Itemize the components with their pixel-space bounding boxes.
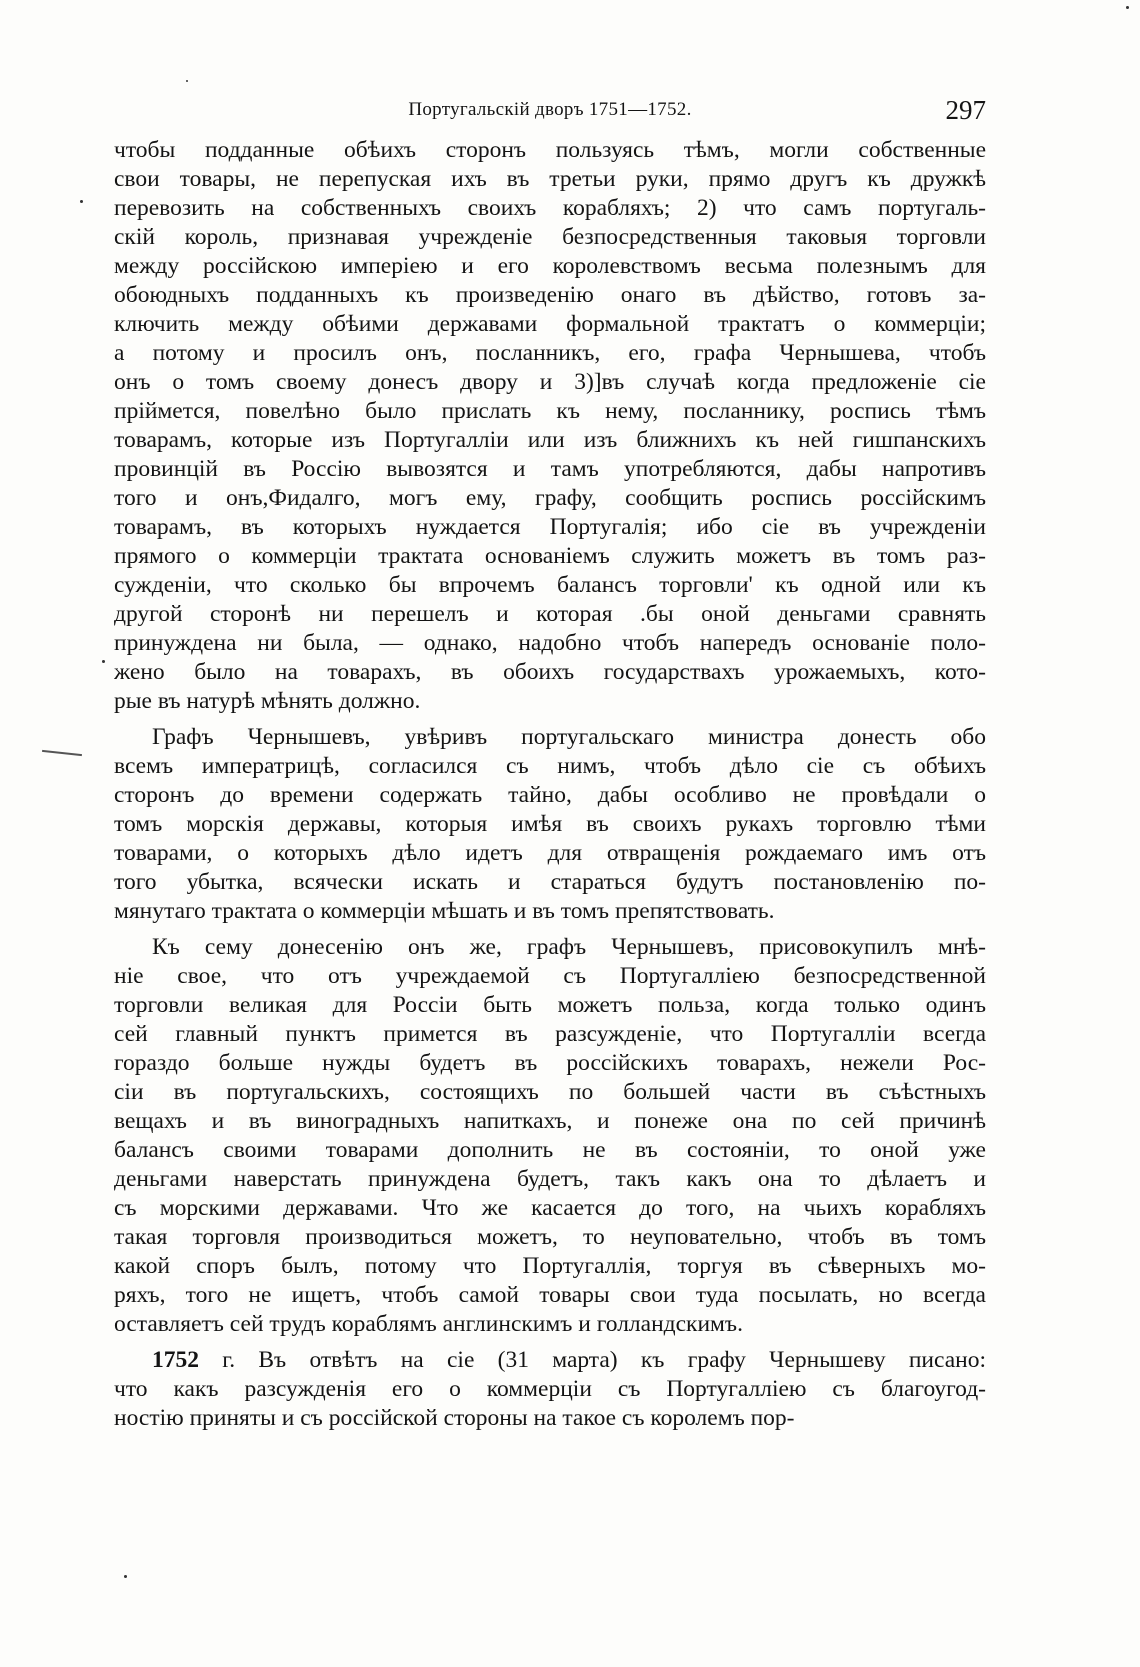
line-text: гораздо больше нужды будетъ въ россійскихъ товарахъ, нежели Рос- <box>114 1050 986 1076</box>
page-number: 297 <box>945 95 986 125</box>
line-text: скій король, признавая учрежденіе безпосредственныя таковыя торговли <box>114 224 986 250</box>
text-line <box>114 687 986 716</box>
text-line <box>114 194 986 223</box>
text-line <box>114 600 986 629</box>
speck <box>1126 6 1129 9</box>
text-line <box>114 426 986 455</box>
text-line <box>114 1020 986 1049</box>
text-line <box>114 513 986 542</box>
line-text: балансъ своими товарами дополнить не въ состояніи, то оной уже <box>114 1137 986 1163</box>
text-line <box>114 1165 986 1194</box>
paragraph <box>114 1346 986 1433</box>
text-line <box>114 1375 986 1404</box>
line-text: между россійскою имперіею и его королевствомъ весьма полезнымъ для <box>114 253 986 279</box>
line-text: мянутаго трактата о коммерціи мѣшать и въ томъ препятствовать. <box>114 898 775 924</box>
text-line <box>114 1404 986 1433</box>
text-line <box>114 991 986 1020</box>
text-line <box>114 962 986 991</box>
line-text: сторонъ до времени содержать тайно, дабы особливо не провѣдали о <box>114 782 986 808</box>
text-line <box>114 868 986 897</box>
paragraph <box>114 933 986 1339</box>
line-text: свои товары, не перепуская ихъ въ третьи руки, прямо другъ къ дружкѣ <box>114 166 986 192</box>
line-text: вещахъ и въ виноградныхъ напиткахъ, и понеже она по сей причинѣ <box>114 1108 986 1134</box>
text-line <box>114 252 986 281</box>
line-text: товарамъ, въ которыхъ нуждается Португалія; ибо сіе въ учрежденіи <box>114 514 986 540</box>
speck <box>124 1575 127 1578</box>
text-line <box>114 310 986 339</box>
line-text: того убытка, всячески искать и стараться будутъ постановленію по- <box>114 869 986 895</box>
line-text: сей главный пунктъ примется въ разсужденіе, что Португалліи всегда <box>114 1021 986 1047</box>
line-text: сужденіи, что сколько бы впрочемъ балансъ торговли' къ одной или къ <box>114 572 986 598</box>
line-text: ніе свое, что отъ учреждаемой съ Португалліею безпосредственной <box>114 963 986 989</box>
running-title: Португальскій дворъ 1751—1752. <box>408 99 692 120</box>
text-line <box>114 368 986 397</box>
line-text: ряхъ, того не ищетъ, чтобъ самой товары свои туда посылать, но всегда <box>114 1282 986 1308</box>
text-line <box>114 339 986 368</box>
line-text: рые въ натурѣ мѣнять должно. <box>114 688 421 714</box>
text-line <box>114 723 986 752</box>
text-line <box>114 1281 986 1310</box>
line-text: торговли великая для Россіи быть можетъ польза, когда только одинъ <box>114 992 986 1018</box>
line-text: оставляетъ сей трудъ кораблямъ англинскимъ и голландскимъ. <box>114 1311 743 1337</box>
text-line <box>114 1078 986 1107</box>
text-line <box>114 781 986 810</box>
text-line <box>114 1049 986 1078</box>
line-text: пріймется, повелѣно было прислать къ нему, посланнику, роспись тѣмъ <box>114 398 986 424</box>
speck <box>186 80 188 82</box>
text-line <box>114 1346 986 1375</box>
line-text: ностію приняты и съ россійской стороны на такое съ королемъ пор- <box>114 1405 795 1431</box>
paragraph-gap <box>114 1339 986 1346</box>
line-text: сіи въ португальскихъ, состоящихъ по большей части въ съѣстныхъ <box>114 1079 986 1105</box>
text-line <box>114 223 986 252</box>
speck <box>102 660 105 663</box>
text-line <box>114 571 986 600</box>
line-text: чтобы подданные обѣихъ сторонъ пользуясь тѣмъ, могли собственные <box>114 137 986 163</box>
line-text: какой споръ былъ, потому что Португаллія, торгуя въ сѣверныхъ мо- <box>114 1253 986 1279</box>
line-text: того и онъ,Фидалго, могъ ему, графу, сообщить роспись россійскимъ <box>114 485 986 511</box>
text-line <box>114 897 986 926</box>
text-line <box>114 629 986 658</box>
line-text: г. Въ отвѣтъ на сіе (31 марта) къ графу Чернышеву писано: <box>199 1347 986 1373</box>
body-text <box>114 136 986 1576</box>
line-text: обоюдныхъ подданныхъ къ произведенію онаго въ дѣйство, готовъ за- <box>114 282 986 308</box>
text-line <box>114 658 986 687</box>
line-text: томъ морскія державы, которыя имѣя въ своихъ рукахъ торговлю тѣми <box>114 811 986 837</box>
text-line <box>114 839 986 868</box>
line-text: а потому и просилъ онъ, посланникъ, его, графа Чернышева, чтобъ <box>114 340 986 366</box>
line-text: Графъ Чернышевъ, увѣривъ португальскаго министра донесть обо <box>152 724 986 750</box>
line-text: провинцій въ Россію вывозятся и тамъ употребляются, дабы напротивъ <box>114 456 986 482</box>
year-label: 1752 <box>152 1347 199 1373</box>
line-text: такая торговля производиться можетъ, то неуповательно, чтобъ въ томъ <box>114 1224 986 1250</box>
paragraph-gap <box>114 926 986 933</box>
text-line <box>114 281 986 310</box>
line-text: Къ сему донесенію онъ же, графъ Чернышевъ, присовокупилъ мнѣ- <box>152 934 986 960</box>
paragraph <box>114 136 986 716</box>
text-line <box>114 1223 986 1252</box>
line-text: другой сторонѣ ни перешелъ и которая .бы оной деньгами сравнять <box>114 601 986 627</box>
line-text: прямого о коммерціи трактата основаніемъ служить можетъ въ томъ раз- <box>114 543 986 569</box>
line-text: товарамъ, которые изъ Португалліи или изъ ближнихъ къ ней гишпанскихъ <box>114 427 986 453</box>
line-text: принуждена ни была, — однако, надобно чтобъ напередъ основаніе поло- <box>114 630 986 656</box>
line-text: деньгами наверстать принуждена будетъ, такъ какъ она то дѣлаетъ и <box>114 1166 986 1192</box>
text-line <box>114 1136 986 1165</box>
text-line <box>114 810 986 839</box>
line-text: жено было на товарахъ, въ обоихъ государствахъ урожаемыхъ, кото- <box>114 659 986 685</box>
text-line <box>114 1252 986 1281</box>
text-line <box>114 1107 986 1136</box>
text-line <box>114 1194 986 1223</box>
line-text: перевозить на собственныхъ своихъ корабляхъ; 2) что самъ португаль- <box>114 195 986 221</box>
text-line <box>114 752 986 781</box>
text-line <box>114 484 986 513</box>
text-line <box>114 455 986 484</box>
line-text: онъ о томъ своему донесъ двору и 3)]въ случаѣ когда предложеніе сіе <box>114 369 986 395</box>
text-line <box>114 1310 986 1339</box>
running-head <box>114 95 986 129</box>
paragraph-gap <box>114 716 986 723</box>
line-text: съ морскими державами. Что же касается до того, на чьихъ корабляхъ <box>114 1195 986 1221</box>
line-text: что какъ разсужденія его о коммерціи съ Португалліею съ благоугод- <box>114 1376 986 1402</box>
paragraph <box>114 723 986 926</box>
line-text: ключить между обѣими державами формальной трактатъ о коммерціи; <box>114 311 986 337</box>
margin-mark <box>42 750 82 756</box>
speck <box>80 200 83 203</box>
line-text: всемъ императрицѣ, согласился съ нимъ, чтобъ дѣло сіе съ обѣихъ <box>114 753 986 779</box>
line-text: товарами, о которыхъ дѣло идетъ для отвращенія рождаемаго имъ отъ <box>114 840 986 866</box>
text-line <box>114 136 986 165</box>
text-line <box>114 933 986 962</box>
text-line <box>114 542 986 571</box>
text-line <box>114 165 986 194</box>
text-line <box>114 397 986 426</box>
